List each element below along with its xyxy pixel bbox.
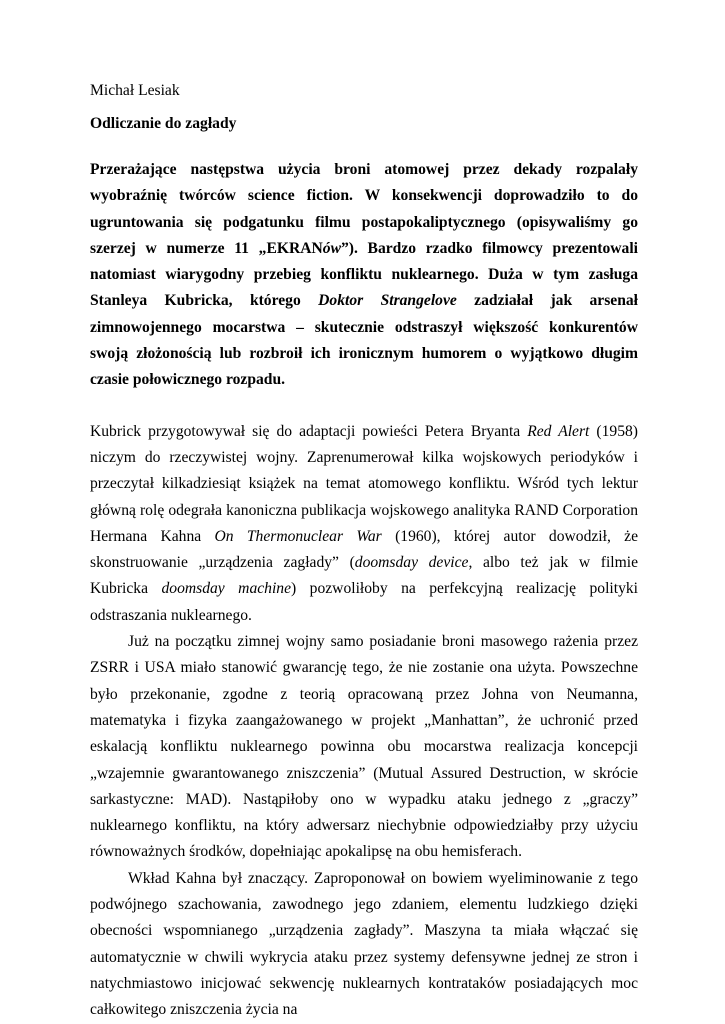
body-paragraph-3: Wkład Kahna był znaczący. Zaproponował on bowiem wyeliminowanie z tego podwójnego szachowania, zawodnego jego zdaniem, elementu ludzkiego dzięki obecności wspomnianego „urządzenia zagłady”. Maszyna ta miała włączać się automatycznie w chwili wykrycia ataku przez systemy defensywne jednej ze stron i natychmiastowo inicjować sekwencję nuklearnych kontrataków posiadających moc całkowitego zniszczenia życia na <box>90 869 638 1019</box>
lead-text-3: zadziałał jak arsenał zimnowojennego mocarstwa – skutecznie odstraszył większość konkurentów swoją złożonością lub rozbroił ich ironicznym humorem o wyjątkowo długim czasie połowicznego rozpadu. <box>90 292 639 389</box>
lead-text-2: ”). Bardzo rzadko filmowcy prezentowali natomiast wiarygodny przebieg konfliktu nuklearnego. Duża w tym zasługa Stanleya Kubricka, którego <box>90 239 638 310</box>
lead-paragraph <box>90 157 638 394</box>
body-paragraph-1 <box>90 419 638 629</box>
p1-italic-red-alert: Red Alert <box>527 422 590 440</box>
p1-text-3: (1960), której autor dowodził, że skonstruowanie „urządzenia zagłady” ( <box>90 527 639 572</box>
p1-text-4: , albo też jak w filmie Kubricka <box>90 554 639 598</box>
p1-italic-on-thermonuclear-war: On Thermonuclear War <box>214 527 382 545</box>
p1-text-5: ) pozwoliłoby na perfekcyjną realizację polityki odstraszania nuklearnego. <box>90 580 638 624</box>
p1-italic-doomsday-device: doomsday device <box>354 554 469 572</box>
article-title: Odliczanie do zagłady <box>90 115 237 132</box>
author-name: Michał Lesiak <box>90 82 180 99</box>
p1-text-1: Kubrick przygotowywał się do adaptacji powieści Petera Bryanta <box>90 422 528 440</box>
lead-text-1: Przerażające następstwa użycia broni atomowej przez dekady rozpalały wyobraźnię twórców science fiction. W konsekwencji doprowadziło to do ugruntowania się podgatunku filmu postapokaliptycznego (opisywaliśmy go szerzej w numerze 11 „EKRAN <box>90 161 638 257</box>
lead-italic-ekran-suffix: ów <box>322 239 341 257</box>
document-content <box>90 80 638 1024</box>
lead-italic-film-title: Doktor Strangelove <box>318 292 457 310</box>
p1-italic-doomsday-machine: doomsday machine <box>161 580 292 598</box>
body-paragraph-2: Już na początku zimnej wojny samo posiadanie broni masowego rażenia przez ZSRR i USA miało stanowić gwarancję tego, że nie zostanie ona użyta. Powszechne było przekonanie, zgodne z teorią opracowaną przez Johna von Neumanna, matematyka i fizyka zaangażowanego w projekt „Manhattan”, że uchronić przed eskalacją konfliktu nuklearnego powinna obu mocarstwa realizacja koncepcji „wzajemnie gwarantowanego zniszczenia” (Mutual Assured Destruction, w skrócie sarkastyczne: MAD). Nastąpiłoby ono w wypadku ataku jednego z „graczy” nuklearnego konfliktu, na który adwersarz niechybnie odpowiedziałby przy użyciu równoważnych środków, dopełniając apokalipsę na obu hemisferach. <box>90 633 638 861</box>
p1-text-2: (1958) niczym do rzeczywistej wojny. Zaprenumerował kilka wojskowych periodyków i przeczytał kilkadziesiąt książek na temat atomowego konfliktu. Wśród tych lektur główną rolę odegrała kanoniczna publikacja wojskowego analityka RAND Corporation Hermana Kahna <box>90 422 638 545</box>
